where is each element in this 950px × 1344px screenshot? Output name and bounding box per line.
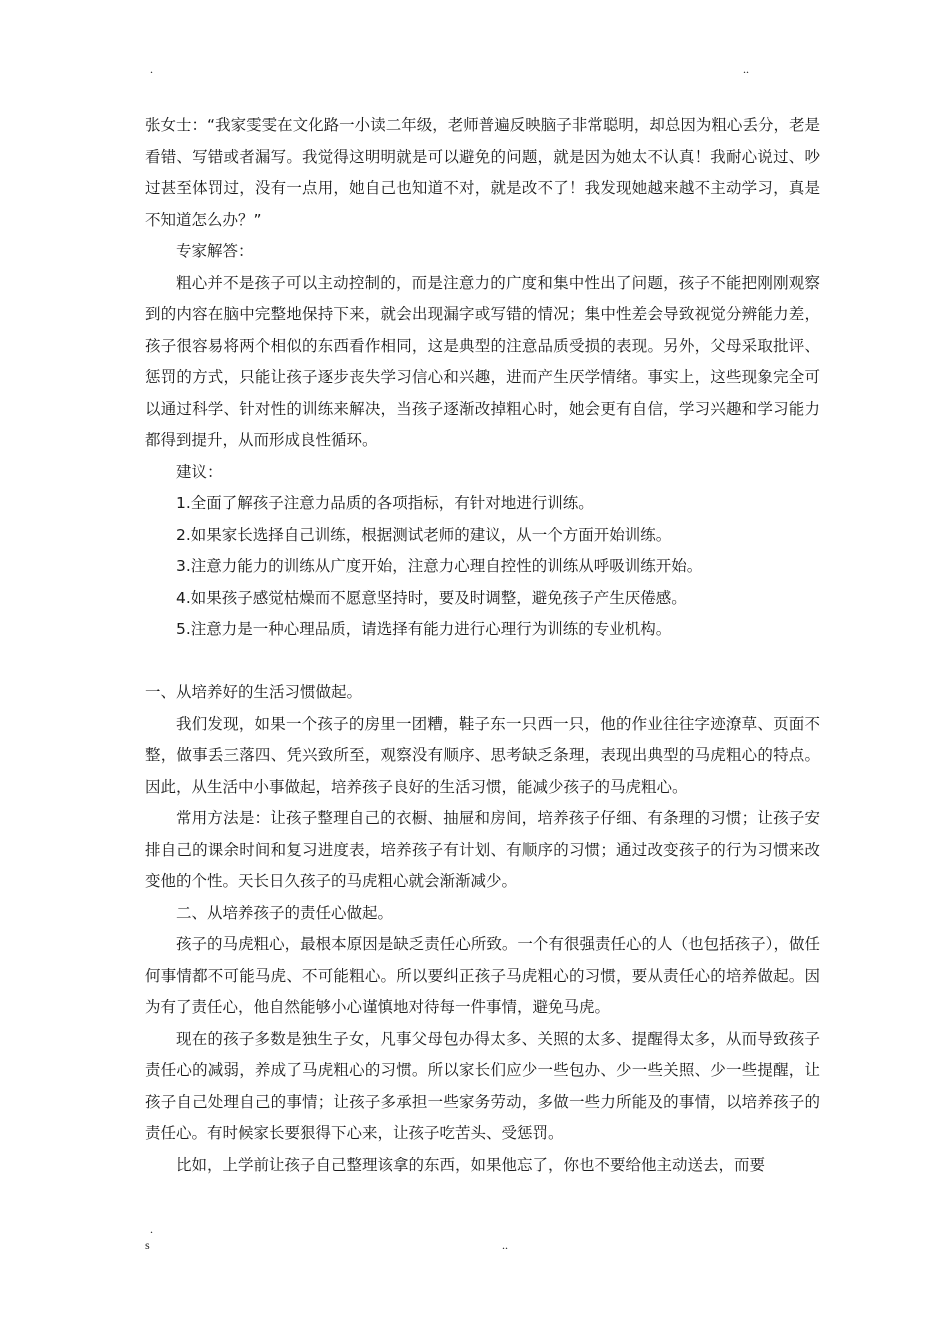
document-body	[145, 110, 820, 1181]
suggestions-label: 建议：	[176, 462, 223, 481]
header-left-mark: .	[150, 62, 153, 76]
section-1-paragraph-2: 常用方法是：让孩子整理自己的衣橱、抽屉和房间，培养孩子仔细、有条理的习惯；让孩子安排自己的课余时间和复习进度表，培养孩子有计划、有顺序的习惯；通过改变孩子的行为习惯来改变他的个性。天长日久孩子的马虎粗心就会渐渐减少。	[145, 809, 820, 890]
section-spacer	[145, 646, 820, 678]
footer-left-mark: s	[145, 1238, 150, 1252]
header-right-mark: ..	[743, 62, 749, 76]
footer-dot: .	[150, 1222, 153, 1236]
suggestion-item-2: 2.如果家长选择自己训练，根据测试老师的建议，从一个方面开始训练。	[176, 525, 672, 544]
suggestion-item-3: 3.注意力能力的训练从广度开始，注意力心理自控性的训练从呼吸训练开始。	[176, 557, 703, 575]
case-paragraph: 张女士：“我家雯雯在文化路一小读二年级，老师普遍反映脑子非常聪明，却总因为粗心丢分，老是看错、写错或者漏写。我觉得这明明就是可以避免的问题，就是因为她太不认真！我耐心说过、吵过甚至体罚过，没有一点用，她自己也知道不对，就是改不了！我发现她越来越不主动学习，真是不知道怎么办？”	[145, 116, 820, 229]
footer-center-mark: ..	[502, 1238, 508, 1252]
section-2-paragraph-2: 现在的孩子多数是独生子女，凡事父母包办得太多、关照的太多、提醒得太多，从而导致孩子责任心的减弱，养成了马虎粗心的习惯。所以家长们应少一些包办、少一些关照、少一些提醒，让孩子自己处理自己的事情；让孩子多承担一些家务劳动，多做一些力所能及的事情，以培养孩子的责任心。有时候家长要狠得下心来，让孩子吃苦头、受惩罚。	[145, 1029, 820, 1142]
suggestion-item-5: 5.注意力是一种心理品质，请选择有能力进行心理行为训练的专业机构。	[176, 620, 672, 638]
section-2-paragraph-3: 比如，上学前让孩子自己整理该拿的东西，如果他忘了，你也不要给他主动送去，而要	[176, 1155, 766, 1174]
suggestion-item-4: 4.如果孩子感觉枯燥而不愿意坚持时，要及时调整，避免孩子产生厌倦感。	[176, 588, 687, 607]
expert-answer-label: 专家解答：	[176, 242, 254, 260]
section-heading-1: 一、从培养好的生活习惯做起。	[145, 683, 363, 701]
suggestion-item-1: 1.全面了解孩子注意力品质的各项指标，有针对地进行训练。	[176, 494, 594, 512]
section-1-paragraph-1: 我们发现，如果一个孩子的房里一团糟，鞋子东一只西一只，他的作业往往字迹潦草、页面不整，做事丢三落四、凭兴致所至，观察没有顺序、思考缺乏条理，表现出典型的马虎粗心的特点。因此，从生活中小事做起，培养孩子良好的生活习惯，能减少孩子的马虎粗心。	[145, 714, 820, 796]
section-2-paragraph-1: 孩子的马虎粗心，最根本原因是缺乏责任心所致。一个有很强责任心的人（也包括孩子），做任何事情都不可能马虎、不可能粗心。所以要纠正孩子马虎粗心的习惯，要从责任心的培养做起。因为有了责任心，他自然能够小心谨慎地对待每一件事情，避免马虎。	[145, 935, 820, 1016]
section-heading-2: 二、从培养孩子的责任心做起。	[176, 903, 394, 922]
expert-answer-paragraph: 粗心并不是孩子可以主动控制的，而是注意力的广度和集中性出了问题，孩子不能把刚刚观察到的内容在脑中完整地保持下来，就会出现漏字或写错的情况；集中性差会导致视觉分辨能力差，孩子很容易将两个相似的东西看作相同，这是典型的注意品质受损的表现。另外，父母采取批评、惩罚的方式，只能让孩子逐步丧失学习信心和兴趣，进而产生厌学情绪。事实上，这些现象完全可以通过科学、针对性的训练来解决，当孩子逐渐改掉粗心时，她会更有自信，学习兴趣和学习能力都得到提升，从而形成良性循环。	[145, 273, 820, 449]
